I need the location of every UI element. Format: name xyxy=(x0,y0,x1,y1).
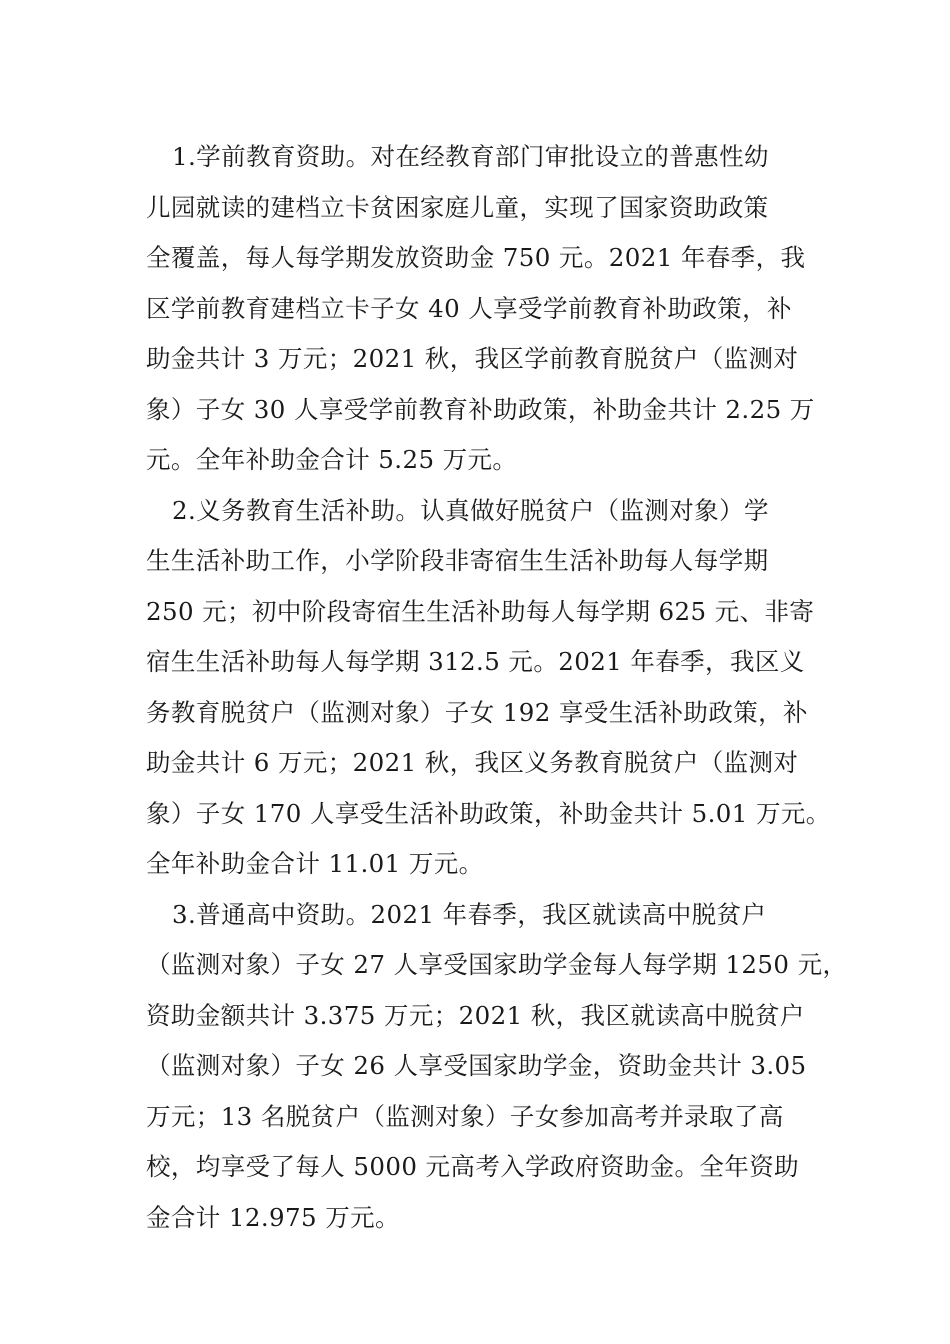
text-line: 校，均享受了每人 5000 元高考入学政府资助金。全年资助 xyxy=(146,1152,800,1181)
text-line: 资助金额共计 3.375 万元；2021 秋，我区就读高中脱贫户 xyxy=(146,1000,805,1030)
text-line: 1.学前教育资助。对在经教育部门审批设立的普惠性幼 xyxy=(172,142,769,171)
text-line: 金合计 12.975 万元。 xyxy=(146,1202,400,1232)
text-line: 3.普通高中资助。2021 年春季，我区就读高中脱贫户 xyxy=(172,899,767,929)
text-line: 务教育脱贫户（监测对象）子女 192 享受生活补助政策，补 xyxy=(146,697,808,727)
text-line: 宿生生活补助每人每学期 312.5 元。2021 年春季，我区义 xyxy=(146,647,805,676)
text-line: 儿园就读的建档立卡贫困家庭儿童，实现了国家资助政策 xyxy=(146,192,769,222)
document-body xyxy=(146,132,848,1243)
text-line: 元。全年补助金合计 5.25 万元。 xyxy=(146,445,518,474)
text-line: 全年补助金合计 11.01 万元。 xyxy=(146,849,484,878)
text-line: 助金共计 6 万元；2021 秋，我区义务教育脱贫户（监测对 xyxy=(146,748,799,777)
text-line: 250 元；初中阶段寄宿生生活补助每人每学期 625 元、非寄 xyxy=(146,596,815,626)
text-line: 区学前教育建档立卡子女 40 人享受学前教育补助政策，补 xyxy=(146,293,792,323)
text-line: 助金共计 3 万元；2021 秋，我区学前教育脱贫户（监测对 xyxy=(146,344,799,373)
text-line: 象）子女 170 人享受生活补助政策，补助金共计 5.01 万元。 xyxy=(146,798,831,828)
text-line: 2.义务教育生活补助。认真做好脱贫户（监测对象）学 xyxy=(172,495,769,525)
text-line: 全覆盖，每人每学期发放资助金 750 元。2021 年春季，我 xyxy=(146,243,806,272)
text-line: 象）子女 30 人享受学前教育补助政策，补助金共计 2.25 万 xyxy=(146,394,815,424)
text-line: 万元；13 名脱贫户（监测对象）子女参加高考并录取了高 xyxy=(146,1101,784,1131)
text-line: （监测对象）子女 27 人享受国家助学金每人每学期 1250 元， xyxy=(146,950,848,979)
paragraph-preschool-aid xyxy=(146,132,836,486)
paragraph-high-school-aid xyxy=(146,890,848,1244)
text-line: 生生活补助工作，小学阶段非寄宿生生活补助每人每学期 xyxy=(146,546,769,575)
paragraph-compulsory-education-aid xyxy=(146,486,836,890)
text-line: （监测对象）子女 26 人享受国家助学金，资助金共计 3.05 xyxy=(146,1051,807,1080)
